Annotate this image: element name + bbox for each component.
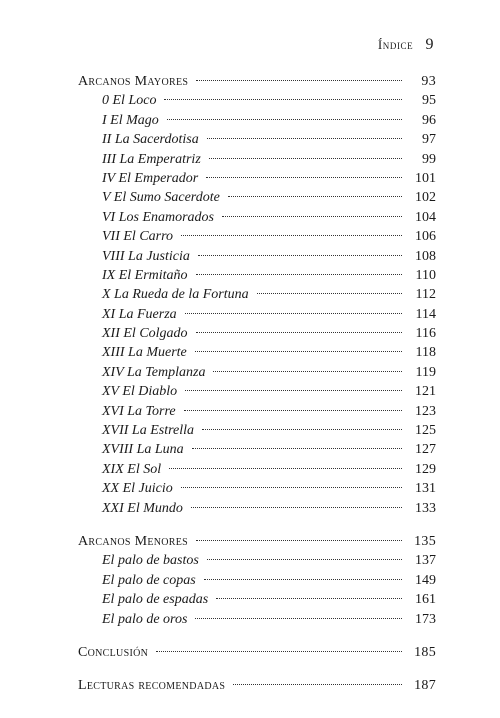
toc-entry-page: 93	[421, 74, 436, 89]
toc-entry-page: 161	[415, 592, 436, 608]
dot-leader	[196, 332, 402, 333]
toc-entry-page: 137	[415, 553, 436, 569]
toc-entry-label: VIII La Justicia	[102, 248, 190, 264]
dot-leader	[156, 651, 402, 652]
toc-entry[interactable]	[78, 499, 436, 518]
toc-entry[interactable]	[78, 363, 436, 382]
dot-leader	[257, 293, 402, 294]
dot-leader	[198, 255, 402, 256]
toc-entry-label: IV El Emperador	[102, 170, 199, 186]
toc-entry-page: 110	[415, 267, 436, 283]
toc-entry-label: El palo de oros	[102, 611, 188, 627]
toc-entry[interactable]	[78, 343, 436, 362]
toc-entry-page: 121	[415, 384, 436, 400]
dot-leader	[185, 390, 402, 391]
dot-leader	[191, 507, 402, 508]
dot-leader	[181, 487, 402, 488]
dot-leader	[216, 598, 402, 599]
toc-entry[interactable]	[78, 305, 436, 324]
toc-entry-page: 99	[422, 151, 436, 167]
toc-entry-label: XV El Diablo	[102, 384, 178, 400]
toc-entry-label: I El Mago	[102, 112, 159, 128]
toc-entry-label: Arcanos Mayores	[78, 74, 189, 89]
dot-leader	[207, 138, 402, 139]
arcanos-menores-list	[78, 551, 436, 629]
toc-section-conclusion[interactable]	[78, 643, 436, 662]
toc-entry[interactable]	[78, 130, 436, 149]
page-number: 9	[425, 36, 434, 53]
toc-entry-page: 95	[422, 93, 436, 109]
dot-leader	[192, 448, 402, 449]
toc-entry-page: 149	[415, 572, 436, 588]
toc-entry-label: XXI El Mundo	[102, 500, 183, 516]
toc-entry[interactable]	[78, 460, 436, 479]
toc-entry[interactable]	[78, 188, 436, 207]
toc-entry-label: XVI La Torre	[102, 403, 176, 419]
toc-entry-page: 133	[415, 500, 436, 516]
dot-leader	[204, 579, 402, 580]
toc-entry-page: 114	[415, 306, 436, 322]
toc-entry-label: El palo de copas	[102, 572, 196, 588]
toc-entry[interactable]	[78, 421, 436, 440]
toc-section-lecturas-recomendadas[interactable]	[78, 676, 436, 695]
dot-leader	[196, 540, 402, 541]
toc-entry-label: XIX El Sol	[102, 461, 162, 477]
toc-entry-label: VII El Carro	[102, 229, 174, 245]
toc-entry-label: II La Sacerdotisa	[102, 132, 199, 148]
toc-entry[interactable]	[78, 610, 436, 629]
toc-entry[interactable]	[78, 150, 436, 169]
arcanos-mayores-list	[78, 91, 436, 518]
dot-leader	[213, 371, 402, 372]
dot-leader	[195, 351, 402, 352]
toc-entry-page: 101	[415, 170, 436, 186]
toc-entry[interactable]	[78, 169, 436, 188]
toc-entry-page: 187	[414, 678, 436, 694]
toc-entry-label: XVIII La Luna	[102, 442, 184, 458]
toc-entry-label: 0 El Loco	[102, 93, 157, 109]
toc-entry-page: 96	[422, 112, 436, 128]
toc-entry-page: 129	[415, 461, 436, 477]
dot-leader	[185, 313, 402, 314]
toc-entry[interactable]	[78, 208, 436, 227]
toc-entry[interactable]	[78, 571, 436, 590]
toc-entry-label: XI La Fuerza	[102, 306, 177, 322]
toc-entry-page: 127	[415, 442, 436, 458]
toc-section-arcanos-mayores[interactable]	[78, 72, 436, 91]
dot-leader	[184, 410, 402, 411]
toc-entry-label: El palo de bastos	[102, 553, 199, 569]
toc-entry-label: Arcanos Menores	[78, 533, 189, 549]
toc-entry-label: Lecturas recomendadas	[78, 678, 226, 694]
toc-entry-label: IX El Ermitaño	[102, 267, 188, 283]
dot-leader	[209, 158, 402, 159]
toc-entry-page: 108	[415, 248, 436, 264]
running-head	[378, 36, 434, 54]
toc-entry-page: 125	[415, 423, 436, 439]
running-head-title: Índice	[377, 37, 414, 52]
toc-entry-label: XX El Juicio	[102, 481, 173, 497]
toc-entry-label: XIV La Templanza	[102, 364, 206, 380]
dot-leader	[202, 429, 402, 430]
toc-entry[interactable]	[78, 440, 436, 459]
toc-entry-label: Conclusión	[78, 644, 149, 660]
toc-entry-label: XIII La Muerte	[102, 345, 187, 361]
toc-entry-label: XII El Colgado	[102, 326, 188, 342]
dot-leader	[196, 274, 402, 275]
dot-leader	[222, 216, 402, 217]
toc-entry[interactable]	[78, 247, 436, 266]
table-of-contents	[78, 72, 436, 696]
toc-entry[interactable]	[78, 590, 436, 609]
toc-entry[interactable]	[78, 479, 436, 498]
toc-entry-label: X La Rueda de la Fortuna	[102, 287, 249, 303]
toc-entry-page: 123	[415, 403, 436, 419]
dot-leader	[196, 80, 402, 81]
toc-entry-page: 135	[414, 533, 436, 549]
dot-leader	[233, 684, 402, 685]
toc-entry[interactable]	[78, 266, 436, 285]
toc-entry-page: 102	[415, 190, 436, 206]
dot-leader	[206, 177, 402, 178]
toc-entry-page: 97	[422, 132, 436, 148]
toc-entry-label: VI Los Enamorados	[102, 209, 215, 225]
dot-leader	[169, 468, 402, 469]
toc-entry[interactable]	[78, 551, 436, 570]
dot-leader	[207, 559, 402, 560]
toc-entry-label: V El Sumo Sacerdote	[102, 190, 220, 206]
toc-entry-label: III La Emperatriz	[102, 151, 201, 167]
dot-leader	[181, 235, 402, 236]
toc-section-arcanos-menores[interactable]	[78, 532, 436, 551]
toc-entry[interactable]	[78, 285, 436, 304]
toc-entry[interactable]	[78, 227, 436, 246]
toc-entry[interactable]	[78, 402, 436, 421]
toc-entry-page: 116	[415, 326, 436, 342]
toc-entry-page: 106	[415, 229, 436, 245]
toc-entry-page: 118	[415, 345, 436, 361]
toc-entry-page: 131	[415, 481, 436, 497]
toc-entry[interactable]	[78, 111, 436, 130]
toc-entry[interactable]	[78, 91, 436, 110]
dot-leader	[228, 196, 402, 197]
dot-leader	[164, 99, 402, 100]
toc-entry[interactable]	[78, 382, 436, 401]
toc-entry-label: El palo de espadas	[102, 592, 209, 608]
toc-entry-page: 119	[415, 364, 436, 380]
toc-entry-label: XVII La Estrella	[102, 423, 195, 439]
dot-leader	[167, 119, 402, 120]
toc-entry-page: 173	[415, 611, 436, 627]
toc-entry-page: 112	[415, 287, 436, 303]
dot-leader	[195, 618, 402, 619]
toc-entry-page: 185	[414, 644, 436, 660]
toc-entry[interactable]	[78, 324, 436, 343]
toc-entry-page: 104	[415, 209, 436, 225]
